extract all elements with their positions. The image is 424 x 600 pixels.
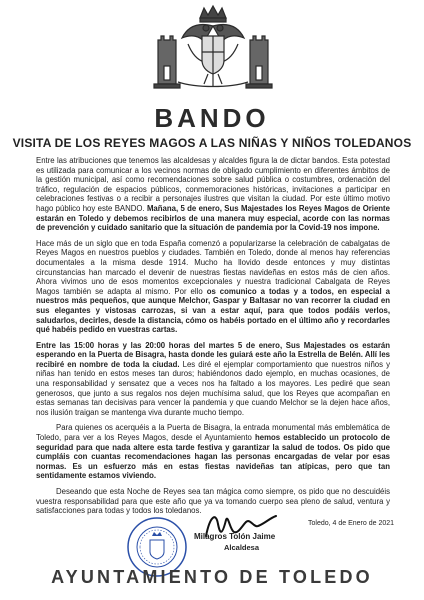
paragraph-5: Deseando que esta Noche de Reyes sea tan mágica como siempre, os pido que no descuidéis vuestra responsabilidad para que este año que ya va tomando cuerpo sea pleno de salud, ventura y satisfacciones para todas y todos los toledanos.	[36, 487, 390, 516]
document-title: BANDO	[154, 103, 270, 133]
toledo-crest-icon	[148, 4, 278, 90]
document-subtitle: VISITA DE LOS REYES MAGOS A LAS NIÑAS Y NIÑOS TOLEDANOS	[12, 136, 412, 150]
footer-ayuntamiento: AYUNTAMIENTO DE TOLEDO	[51, 567, 373, 587]
paragraph-2-emphasis: os comunico a todas y a todos, en especial a nuestros más pequeños, que aunque Melchor, Gaspar y Baltasar no van recorrer la ciudad en sus elegantes y vistosas carrozas, si van a estar aquí, para que todos podáis verlos, saludarlos, decirles, desde la distancia, cómo os habéis portado en el último año y recordarles qué habéis pedido en vuestras cartas.	[36, 286, 391, 335]
paragraph-4-emphasis: hemos establecido un protocolo de seguridad para que nada altere esta tarde festiva y garantizar la salud de todos. Os pido que cumpláis con cuantas recomendaciones hagan las personas encargadas de velar por esas normas. Es un esfuerzo más en estas fiestas navideñas tan atípicas, pero que tan sentidamente estamos viviendo.	[36, 433, 390, 481]
paragraph-1-text: Entre las atribuciones que tenemos las alcaldesas y alcaldes figura la de dictar bandos. Esta potestad es utilizada para comunicar a los vecinos normas de obligado cumplimiento en diferentes ámbitos de la gestión municipal, así como recomendaciones sobre salud pública o costumbres, ordenación del tráfico, regulación de espacios públicos, conmemoraciones históricas, invitaciones a participar en celebraciones festivas o a recibir a personajes ilustres que visitan la ciudad. Por este último motivo hago público hoy este BANDO.	[36, 156, 390, 213]
signature-date: Toledo, 4 de Enero de 2021	[308, 520, 395, 527]
paragraph-2-text: Hace más de un siglo que en toda España comenzó a popularizarse la celebración de cabalgatas de Reyes Magos en nuestros pueblos y ciudades. También en Toledo, donde al menos hay referencias documentales a la misma desde 1914. Mucho ha llovido desde entonces y muy distintas circunstancias han marcado el devenir de nuestras fiestas navideñas en estos más de cien años. Ahora vivimos uno de esos momentos excepcionales y nuestra tradicional Cabalgata de Reyes Magos también se adapta al mismo. Por ello	[36, 238, 390, 296]
paragraph-3-text: Les diré el ejemplar comportamiento que nuestros niños y niñas han tenido en estos meses tan duros; habiéndonos dado ejemplo, en muchas ocasiones, de una responsabilidad y sensatez que a veces nos ha faltado a los mayores. Les pediré que sean generosos, que junto a sus regalos nos dejen muchísima salud, que los Reyes que acompañan en estas semanas tan decisivas para vencer la pandemia y que cuando Melchor se la dejen hace años, nos ilusión traigan se mantenga viva durante mucho tiempo.	[36, 359, 390, 417]
paragraph-1-emphasis: Mañana, 5 de enero, Sus Majestades los Reyes Magos de Oriente estarán en Toledo y debemos recibirlos de una manera muy especial, acorde con las normas de prevención y cuidado sanitario que la situación de pandemia por la Covid-19 nos impone.	[36, 203, 390, 233]
signer-role: Alcaldesa	[224, 543, 260, 552]
paragraph-4	[36, 423, 390, 481]
paragraph-3-emphasis: Entre las 15:00 horas y las 20:00 horas del martes 5 de enero, Sus Majestades os estarán esperando en la Puerta de Bisagra, hasta donde les guiará este año la Estrella de Belén. Allí les recibiré en nombre de toda la ciudad.	[36, 340, 390, 369]
paragraph-1	[36, 156, 390, 233]
signer-name: Milagros Tolón Jaime	[194, 532, 276, 541]
bando-body	[36, 156, 390, 522]
paragraph-2	[36, 239, 390, 335]
paragraph-3	[36, 341, 390, 418]
paragraph-4-text: Para quienes os acerquéis a la Puerta de Bisagra, la entrada monumental más emblemática de Toledo, para ver a los Reyes Magos, desde el Ayuntamiento	[36, 423, 390, 443]
